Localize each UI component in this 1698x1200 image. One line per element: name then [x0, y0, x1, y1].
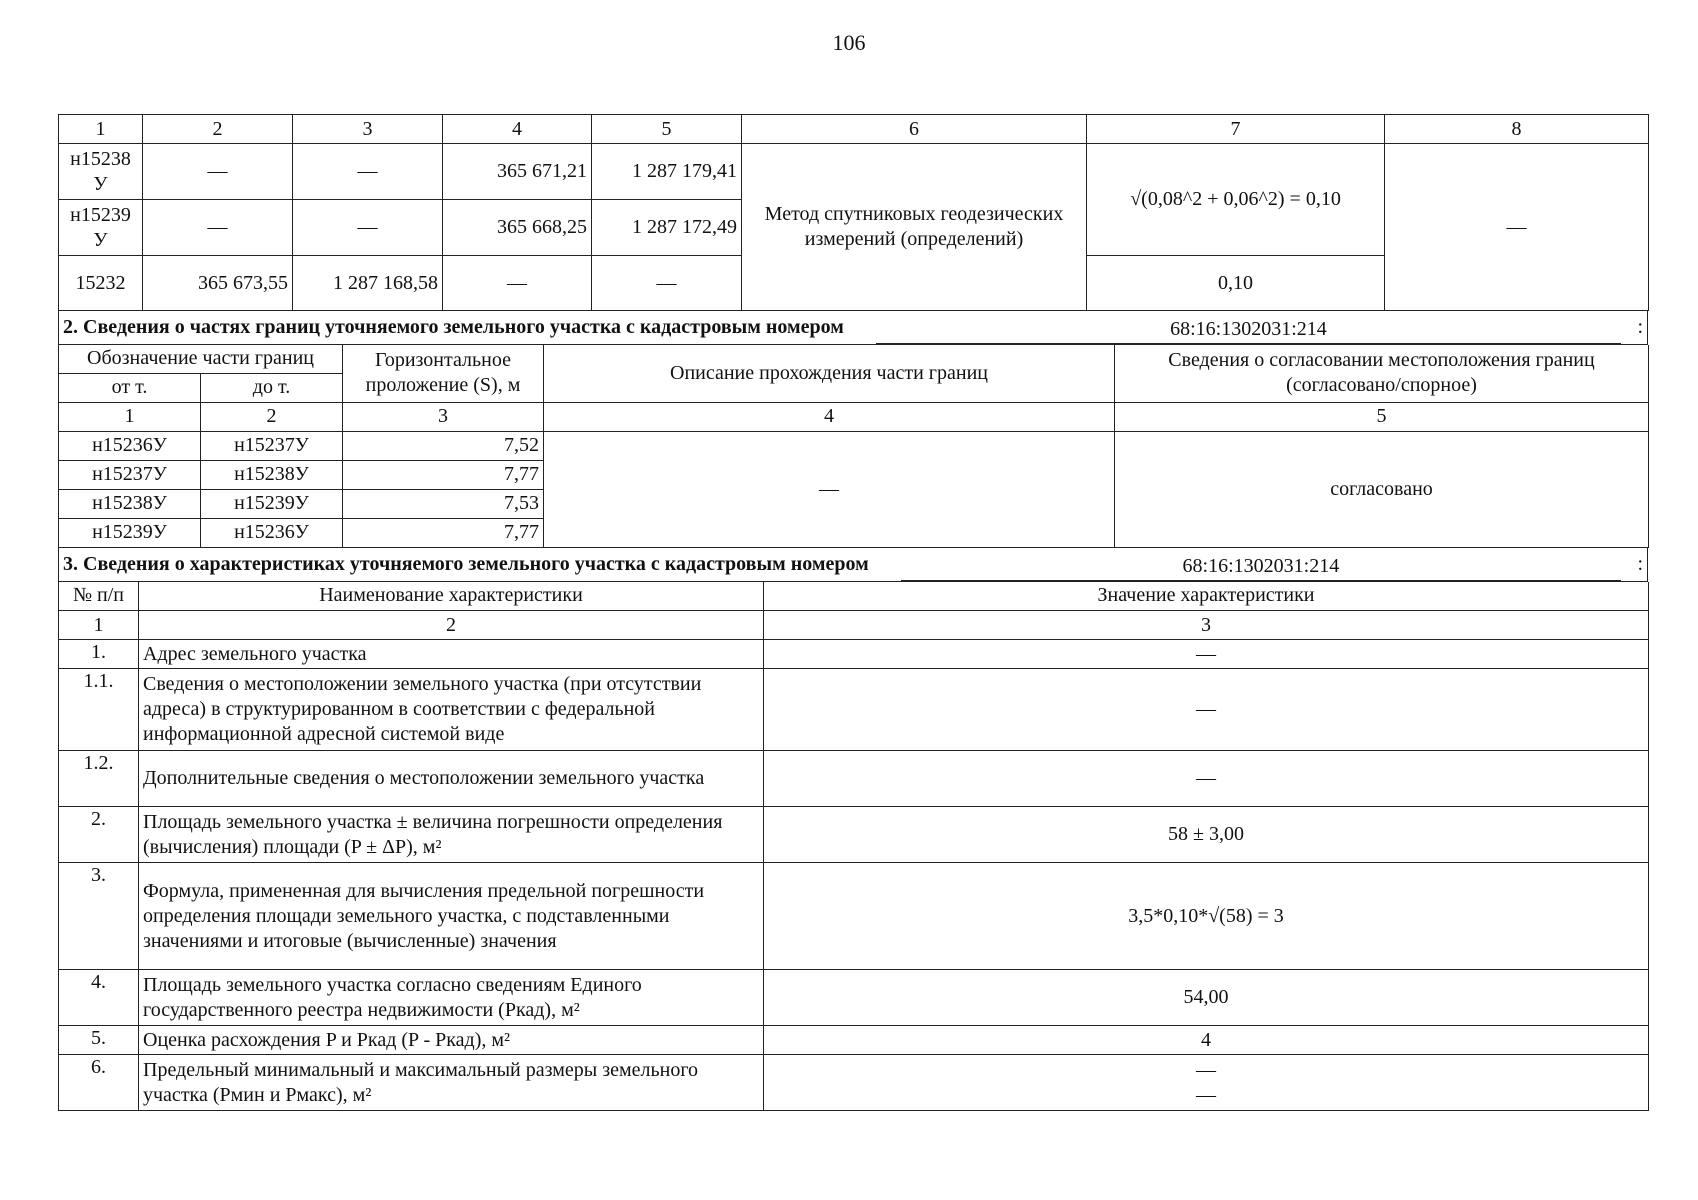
document-sheet — [58, 114, 1648, 1111]
characteristic-name: Дополнительные сведения о местоположении земельного участка — [139, 751, 764, 807]
table-row — [59, 863, 1649, 970]
coord-x: 365 671,21 — [443, 144, 592, 200]
characteristic-value: 3,5*0,10*√(58) = 3 — [764, 863, 1649, 970]
point-id: н15238 У — [59, 144, 143, 200]
to-point: н15238У — [201, 460, 343, 489]
characteristics-headers — [59, 582, 1649, 611]
col-number: 6 — [742, 115, 1087, 144]
accuracy-formula: √(0,08^2 + 0,06^2) = 0,10 — [1087, 144, 1385, 256]
characteristic-name: Площадь земельного участка согласно сведениям Единого государственного реестра недвижимости (Ркад), м² — [139, 970, 764, 1026]
table-row — [59, 751, 1649, 807]
col-number: 1 — [59, 402, 201, 431]
name-header: Наименование характеристики — [139, 582, 764, 611]
coord-x: 365 668,25 — [443, 200, 592, 256]
section3-header — [58, 548, 1648, 582]
min-size-value: — — [1196, 1058, 1216, 1081]
designation-header: Обозначение части границ — [59, 345, 343, 373]
description-value: — — [544, 431, 1115, 547]
points-col-numbers — [59, 115, 1649, 144]
from-point: н15238У — [59, 489, 201, 518]
coord-x: — — [443, 256, 592, 311]
cell: 1 287 168,58 — [293, 256, 443, 311]
section2-title: 2. Сведения о частях границ уточняемого земельного участка с кадастровым номером — [63, 316, 844, 338]
horizontal-distance: 7,77 — [343, 460, 544, 489]
col-number: 7 — [1087, 115, 1385, 144]
to-point: н15236У — [201, 518, 343, 547]
section3-title: 3. Сведения о характеристиках уточняемого земельного участка с кадастровым номером — [63, 552, 869, 575]
col-number: 5 — [592, 115, 742, 144]
section2-cadastral-number: 68:16:1302031:214 — [876, 317, 1621, 344]
table-row — [59, 431, 1649, 460]
table-row — [59, 807, 1649, 863]
method-cell: Метод спутниковых геодезических измерений (определений) — [742, 144, 1087, 311]
cell: — — [293, 200, 443, 256]
boundary-col-numbers — [59, 402, 1649, 431]
row-number: 1.2. — [59, 751, 139, 807]
points-table — [58, 114, 1649, 311]
characteristic-value: 58 ± 3,00 — [764, 807, 1649, 863]
from-header: от т. — [59, 373, 201, 402]
row-number: 5. — [59, 1026, 139, 1055]
section2-colon: : — [1637, 316, 1643, 338]
from-point: н15239У — [59, 518, 201, 547]
characteristics-col-numbers — [59, 611, 1649, 640]
cell: 365 673,55 — [143, 256, 293, 311]
cell: — — [143, 144, 293, 200]
characteristic-name: Оценка расхождения P и Ркад (P - Ркад), м² — [139, 1026, 764, 1055]
boundary-parts-table — [58, 345, 1649, 548]
characteristic-name: Площадь земельного участка ± величина погрешности определения (вычисления) площади (P ± ΔP), м² — [139, 807, 764, 863]
row-number: 2. — [59, 807, 139, 863]
agreement-header: Сведения о согласовании местоположения границ (согласовано/спорное) — [1115, 345, 1649, 402]
num-header: № п/п — [59, 582, 139, 611]
point-id: н15239 У — [59, 200, 143, 256]
agreement-value: согласовано — [1115, 431, 1649, 547]
page-number: 106 — [832, 30, 866, 55]
col-number: 2 — [201, 402, 343, 431]
coord-y: — — [592, 256, 742, 311]
section3-cadastral-number: 68:16:1302031:214 — [901, 554, 1621, 581]
value-header: Значение характеристики — [764, 582, 1649, 611]
from-point: н15236У — [59, 431, 201, 460]
description-header: Описание прохождения части границ — [544, 345, 1115, 402]
col-number: 1 — [59, 611, 139, 640]
table-row — [59, 970, 1649, 1026]
characteristic-name: Сведения о местоположении земельного участка (при отсутствии адреса) в структурированном в соответствии с федеральной информационной адресной системой виде — [139, 669, 764, 751]
characteristic-name: Предельный минимальный и максимальный размеры земельного участка (Pмин и Pмакс), м² — [139, 1055, 764, 1111]
row-number: 3. — [59, 863, 139, 970]
row-number: 6. — [59, 1055, 139, 1111]
row-number: 4. — [59, 970, 139, 1026]
horizontal-distance: 7,77 — [343, 518, 544, 547]
row-number: 1.1. — [59, 669, 139, 751]
horizontal-distance: 7,52 — [343, 431, 544, 460]
point-id: 15232 — [59, 256, 143, 311]
characteristic-name: Адрес земельного участка — [139, 640, 764, 669]
col-number: 1 — [59, 115, 143, 144]
cell: — — [143, 200, 293, 256]
col8-value: — — [1385, 144, 1649, 311]
characteristics-table — [58, 582, 1649, 1112]
col-number: 4 — [544, 402, 1115, 431]
characteristic-value: — — [764, 669, 1649, 751]
characteristic-value: — — [764, 751, 1649, 807]
to-header: до т. — [201, 373, 343, 402]
table-row — [59, 1026, 1649, 1055]
table-row — [59, 1055, 1649, 1111]
characteristic-value: — — [764, 640, 1649, 669]
col-number: 8 — [1385, 115, 1649, 144]
cell: — — [293, 144, 443, 200]
to-point: н15239У — [201, 489, 343, 518]
col-number: 2 — [143, 115, 293, 144]
horizontal-distance: 7,53 — [343, 489, 544, 518]
col-number: 4 — [443, 115, 592, 144]
table-row — [59, 640, 1649, 669]
characteristic-name: Формула, примененная для вычисления предельной погрешности определения площади земельного участка, с подставленными значениями и итоговые (вычисленные) значения — [139, 863, 764, 970]
table-row — [59, 669, 1649, 751]
to-point: н15237У — [201, 431, 343, 460]
col-number: 5 — [1115, 402, 1649, 431]
accuracy-value: 0,10 — [1087, 256, 1385, 311]
table-row — [59, 144, 1649, 200]
horizontal-header: Горизонтальное проложение (S), м — [343, 345, 544, 402]
col-number: 2 — [139, 611, 764, 640]
row-number: 1. — [59, 640, 139, 669]
coord-y: 1 287 179,41 — [592, 144, 742, 200]
col-number: 3 — [293, 115, 443, 144]
max-size-value: — — [1196, 1083, 1216, 1106]
section2-header — [58, 311, 1648, 345]
characteristic-value: 4 — [764, 1026, 1649, 1055]
from-point: н15237У — [59, 460, 201, 489]
section3-colon: : — [1637, 552, 1643, 575]
col-number: 3 — [343, 402, 544, 431]
characteristic-value: 54,00 — [764, 970, 1649, 1026]
characteristic-value — [764, 1055, 1649, 1111]
coord-y: 1 287 172,49 — [592, 200, 742, 256]
col-number: 3 — [764, 611, 1649, 640]
